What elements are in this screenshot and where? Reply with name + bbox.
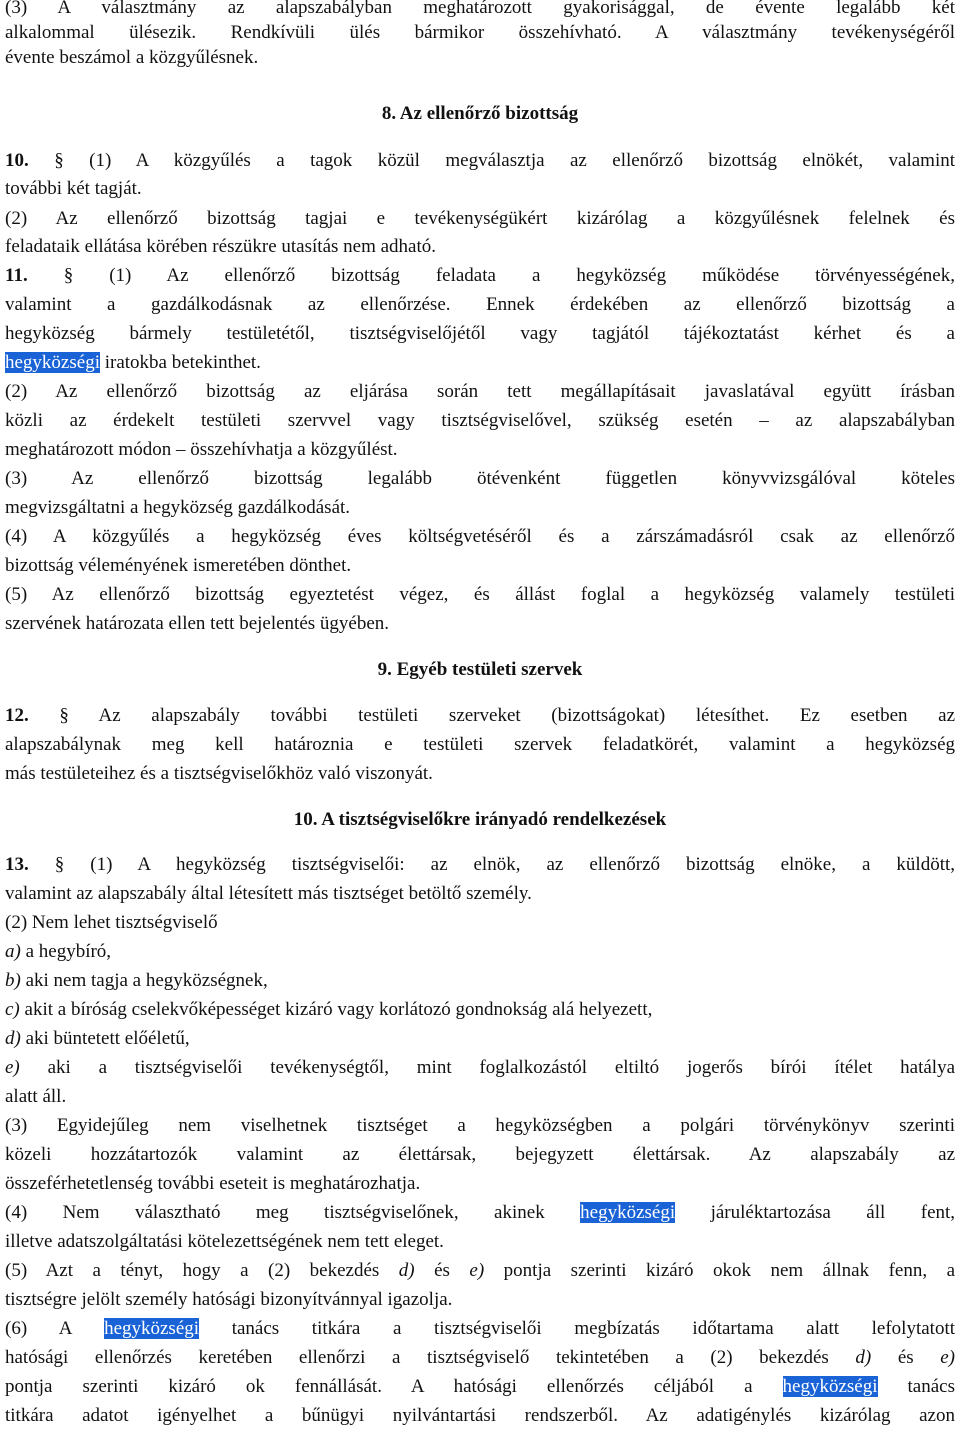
- text-line: összeférhetetlenség további eseteit is meghatározhatja.: [5, 1173, 421, 1194]
- text-line: titkára adatot igényelhet a bűnügyi nyilvántartási rendszerből. Az adatigénylés kizárólag azon: [5, 1405, 955, 1426]
- search-highlight: hegyközségi: [104, 1318, 200, 1339]
- text-line: valamint a gazdálkodásnak az ellenőrzése. Ennek érdekében az ellenőrző bizottság a: [5, 294, 955, 315]
- text-line: meghatározott módon – összehívhatja a közgyűlést.: [5, 439, 398, 460]
- text-line: (5) Az ellenőrző bizottság egyeztetést végez, és állást foglal a hegyközség valamely testületi: [5, 584, 955, 605]
- search-highlight: hegyközségi: [5, 352, 100, 373]
- text-line: 12. § Az alapszabály további testületi szerveket (bizottságokat) létesíthet. Ez esetben az: [5, 705, 956, 726]
- text-line: tisztségre jelölt személy hatósági bizonyítvánnyal igazolja.: [5, 1289, 453, 1310]
- search-highlight: hegyközségi: [580, 1202, 676, 1223]
- text-line: (3) A választmány az alapszabályban meghatározott gyakorisággal, de évente legalább két: [5, 0, 955, 18]
- text-line: alkalommal ülésezik. Rendkívüli ülés bármikor összehívható. A választmány tevékenységéről: [5, 22, 955, 43]
- search-highlight: hegyközségi: [782, 1376, 878, 1397]
- text-line: hatósági ellenőrzés keretében ellenőrzi a tisztségviselő tekintetében a (2) bekezdés d) és e): [5, 1347, 956, 1368]
- text-line: bizottság véleményének ismeretében dönthet.: [5, 555, 352, 576]
- section-heading: 10. A tisztségviselőkre irányadó rendelkezések: [293, 809, 667, 830]
- text-line: (4) A közgyűlés a hegyközség éves költségvetéséről és a zárszámadásról csak az ellenőrző: [5, 526, 955, 547]
- text-line: a) a hegybíró,: [5, 941, 112, 962]
- text-line: más testületeihez és a tisztségviselőkhöz való viszonyát.: [5, 763, 433, 784]
- text-line: alapszabálynak meg kell határoznia e testületi szervek feladatkörét, valamint a hegyközség: [5, 734, 955, 755]
- text-line: (6) A hegyközségi tanács titkára a tisztségviselői megbízatás időtartama alatt lefolytatott: [5, 1318, 956, 1339]
- text-line: illetve adatszolgáltatási kötelezettségének nem tett eleget.: [5, 1231, 444, 1252]
- text-line: feladataik ellátása körében részükre utasítás nem adható.: [5, 236, 436, 257]
- text-line: (2) Nem lehet tisztségviselő: [5, 912, 218, 933]
- text-line: hegyközség bármely testületétől, tisztségviselőjétől vagy tagjától tájékoztatást kérhet és a: [5, 323, 955, 344]
- text-line: alatt áll.: [5, 1086, 67, 1107]
- text-line: szervének határozata ellen tett bejelentés ügyében.: [5, 613, 390, 634]
- text-line: (4) Nem választható meg tisztségviselőnek, akinek hegyközségi járuléktartozása áll fent,: [5, 1202, 956, 1223]
- section-heading: 9. Egyéb testületi szervek: [377, 659, 583, 680]
- section-heading: 8. Az ellenőrző bizottság: [381, 103, 579, 124]
- text-line: c) akit a bíróság cselekvőképességet kizáró vagy korlátozó gondnokság alá helyezett,: [5, 999, 653, 1020]
- text-line: (3) Egyidejűleg nem viselhetnek tisztséget a hegyközségben a polgári törvénykönyv szerinti: [5, 1115, 955, 1136]
- text-line: 10. § (1) A közgyűlés a tagok közül megválasztja az ellenőrző bizottság elnökét, valamint: [5, 150, 956, 171]
- text-line: (2) Az ellenőrző bizottság tagjai e tevékenységükért kizárólag a közgyűlésnek felelnek és: [5, 208, 955, 229]
- text-line: közeli hozzátartozók valamint az élettársak, bejegyzett élettársak. Az alapszabály az: [5, 1144, 955, 1165]
- text-line: pontja szerinti kizáró ok fennállását. A hatósági ellenőrzés céljából a hegyközségi tanács: [5, 1376, 956, 1397]
- text-line: további két tagját.: [5, 178, 142, 199]
- text-line: 13. § (1) A hegyközség tisztségviselői: az elnök, az ellenőrző bizottság elnöke, a küldött,: [5, 854, 956, 875]
- text-line: d) aki büntetett előéletű,: [5, 1028, 190, 1049]
- text-line: hegyközségi iratokba betekinthet.: [5, 352, 261, 373]
- text-line: 11. § (1) Az ellenőrző bizottság feladata a hegyközség működése törvényességének,: [5, 265, 955, 286]
- text-line: (3) Az ellenőrző bizottság legalább ötévenként független könyvvizsgálóval köteles: [5, 468, 955, 489]
- text-line: megvizsgáltatni a hegyközség gazdálkodását.: [5, 497, 351, 518]
- text-line: b) aki nem tagja a hegyközségnek,: [5, 970, 268, 991]
- text-line: valamint az alapszabály által létesített más tisztséget betöltő személy.: [5, 883, 532, 904]
- text-line: évente beszámol a közgyűlésnek.: [5, 47, 259, 68]
- text-line: e) aki a tisztségviselői tevékenységtől, mint foglalkozástól eltiltó jogerős bírói ítélet hatálya: [5, 1057, 955, 1078]
- text-line: (5) Azt a tényt, hogy a (2) bekezdés d) és e) pontja szerinti kizáró okok nem állnak fenn, a: [5, 1260, 956, 1281]
- text-line: közli az érdekelt testületi szervvel vagy tisztségviselővel, szükség esetén – az alapszabályban: [5, 410, 955, 431]
- text-line: (2) Az ellenőrző bizottság az eljárása során tett megállapításait javaslatával együtt írásban: [5, 381, 955, 402]
